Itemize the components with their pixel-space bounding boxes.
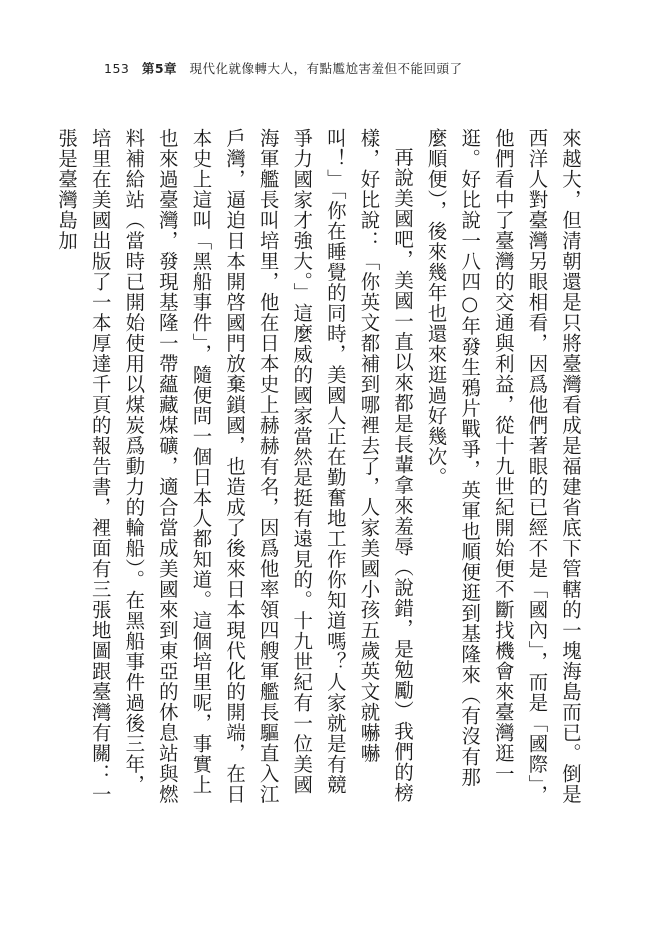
- page-number: 153: [104, 61, 130, 76]
- chapter-title: 現代化就像轉大人，有點尷尬害羞但不能回頭了: [189, 61, 463, 76]
- paragraph-2: 再說美國吧，美國一直以來都是長輩拿來羞辱（說錯，是勉勵）我們的榜樣，好比說：「你英文都補到哪裡去了，人家美國小孩五歲英文就嚇嚇叫！」「你在睡覺的同時，美國人正在勤奮地工作你知道嗎？人家就是有競爭力國家才強大。」這麼威的國家當然是挺有遠見的。十九世紀有一位美國海軍艦長叫培里，他在日本史上赫赫有名，因爲他率領四艘軍艦長驅直入江戶灣，逼迫日本開啓國門放棄鎖國，也造成了後來日本現代化的開端，在日本史上這叫「黑船事件」，隨便問一個日本人都知道。這個培里呢，事實上也來過臺灣，發現基隆一帶蘊藏煤礦，適合當成美國來到東亞的休息站與燃料補給站（當時已開始使用以煤炭爲動力的輪船）。在黑船事件過後三年，培里在美國出版了一本厚達千頁的報告書，裡面有三張地圖跟臺灣有關：一張是臺灣島加: [55, 128, 415, 805]
- paragraph-1: 來越大，但清朝還是只將臺灣看成是福建省底下管轄的一塊海島而已。倒是西洋人對臺灣另眼相看，因爲他們著眼的已經不是「國內」，而是「國際」，他們看中了臺灣的交通與利益，從十九世紀開始便不斷找機會來臺灣逛一逛。好比說一八四○年發生鴉片戰爭，英軍也順便逛到基隆來（有沒有那麼順便），後來幾年也還來逛過好幾次。: [424, 128, 582, 806]
- running-head: [104, 59, 463, 77]
- body-text: [50, 128, 588, 808]
- chapter-label: 第5章: [141, 61, 178, 76]
